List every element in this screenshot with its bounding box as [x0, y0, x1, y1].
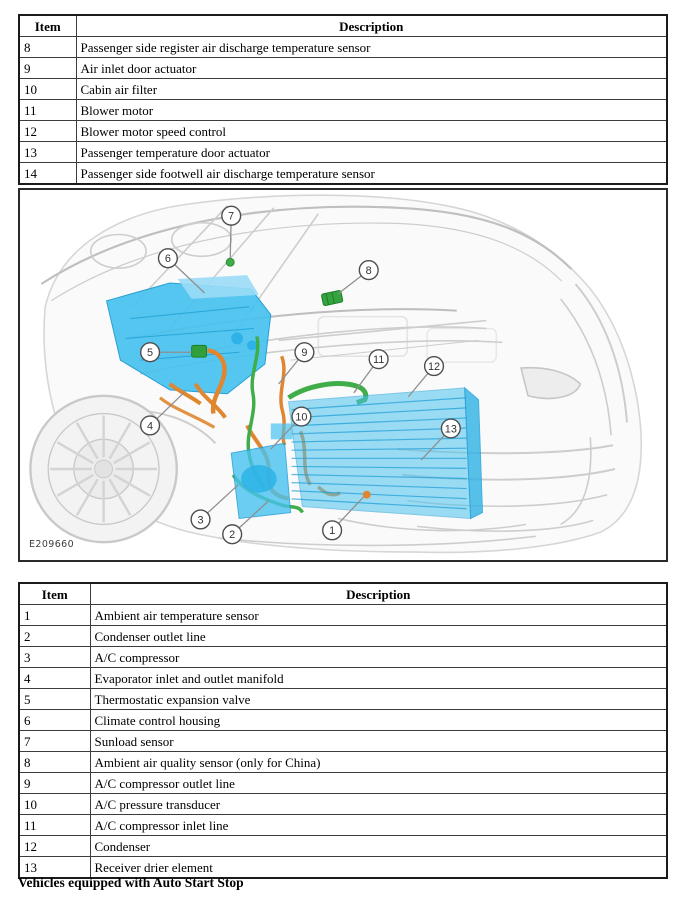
item-cell: 14: [19, 163, 76, 185]
figure-code: E209660: [29, 539, 75, 550]
table-row: [19, 752, 667, 773]
table-row: [19, 773, 667, 794]
item-cell: 2: [19, 626, 90, 647]
callout-number-11: 11: [372, 354, 385, 367]
description-cell: A/C pressure transducer: [90, 794, 667, 815]
description-cell: A/C compressor inlet line: [90, 815, 667, 836]
item-cell: 13: [19, 142, 76, 163]
description-cell: Sunload sensor: [90, 731, 667, 752]
description-cell: Condenser: [90, 836, 667, 857]
item-cell: 6: [19, 710, 90, 731]
item-cell: 3: [19, 647, 90, 668]
component-location-figure: [18, 188, 668, 562]
description-cell: Passenger side footwell air discharge temperature sensor: [76, 163, 667, 185]
table-row: [19, 710, 667, 731]
item-cell: 8: [19, 37, 76, 58]
callout-number-12: 12: [427, 361, 441, 374]
table-row: [19, 121, 667, 142]
callout-number-3: 3: [197, 514, 204, 527]
description-cell: Evaporator inlet and outlet manifold: [90, 668, 667, 689]
header-row: [19, 583, 667, 605]
callout-number-2: 2: [229, 529, 236, 542]
item-cell: 8: [19, 752, 90, 773]
parts-table-bottom: [18, 582, 668, 879]
callout-number-6: 6: [164, 253, 171, 266]
item-cell: 4: [19, 668, 90, 689]
header-row: [19, 15, 667, 37]
callout-number-13: 13: [444, 423, 457, 436]
table-row: [19, 626, 667, 647]
sunload-sensor: [226, 258, 234, 266]
item-cell: 7: [19, 731, 90, 752]
item-cell: 10: [19, 79, 76, 100]
table-row: [19, 794, 667, 815]
table-row: [19, 142, 667, 163]
vehicle-diagram: [20, 190, 666, 560]
description-cell: Ambient air temperature sensor: [90, 605, 667, 626]
description-cell: A/C compressor outlet line: [90, 773, 667, 794]
item-cell: 11: [19, 815, 90, 836]
description-cell: Ambient air quality sensor (only for China): [90, 752, 667, 773]
item-cell: 10: [19, 794, 90, 815]
table-row: [19, 605, 667, 626]
table-row: [19, 58, 667, 79]
table-row: [19, 100, 667, 121]
item-column-header: Item: [19, 583, 90, 605]
description-cell: Passenger temperature door actuator: [76, 142, 667, 163]
table-row: [19, 731, 667, 752]
item-cell: 1: [19, 605, 90, 626]
item-cell: 12: [19, 836, 90, 857]
table-row: [19, 668, 667, 689]
description-cell: Air inlet door actuator: [76, 58, 667, 79]
item-column-header: Item: [19, 15, 76, 37]
item-cell: 9: [19, 773, 90, 794]
description-cell: Cabin air filter: [76, 79, 667, 100]
callout-number-4: 4: [147, 420, 154, 433]
description-cell: Thermostatic expansion valve: [90, 689, 667, 710]
item-cell: 11: [19, 100, 76, 121]
description-cell: Passenger side register air discharge temperature sensor: [76, 37, 667, 58]
callout-number-1: 1: [329, 525, 336, 538]
expansion-valve: [192, 345, 207, 357]
callout-number-8: 8: [365, 265, 372, 278]
section-heading: Vehicles equipped with Auto Start Stop: [18, 875, 244, 890]
description-cell: Blower motor: [76, 100, 667, 121]
ambient-temp-sensor-marker: [363, 491, 371, 499]
condenser: [289, 388, 483, 519]
item-cell: 13: [19, 857, 90, 879]
item-cell: 9: [19, 58, 76, 79]
description-cell: A/C compressor: [90, 647, 667, 668]
table-row: [19, 79, 667, 100]
description-cell: Receiver drier element: [90, 857, 667, 879]
callout-number-10: 10: [295, 411, 308, 424]
description-cell: Blower motor speed control: [76, 121, 667, 142]
description-cell: Climate control housing: [90, 710, 667, 731]
table-row: [19, 647, 667, 668]
table-row: [19, 37, 667, 58]
description-column-header: Description: [90, 583, 667, 605]
item-cell: 12: [19, 121, 76, 142]
parts-table-top: [18, 14, 668, 185]
item-cell: 5: [19, 689, 90, 710]
callout-number-7: 7: [228, 210, 235, 223]
table-row: [19, 836, 667, 857]
table-row: [19, 815, 667, 836]
description-cell: Condenser outlet line: [90, 626, 667, 647]
description-column-header: Description: [76, 15, 667, 37]
callout-number-9: 9: [301, 347, 308, 360]
table-row: [19, 163, 667, 185]
table-row: [19, 689, 667, 710]
callout-number-5: 5: [147, 347, 154, 360]
